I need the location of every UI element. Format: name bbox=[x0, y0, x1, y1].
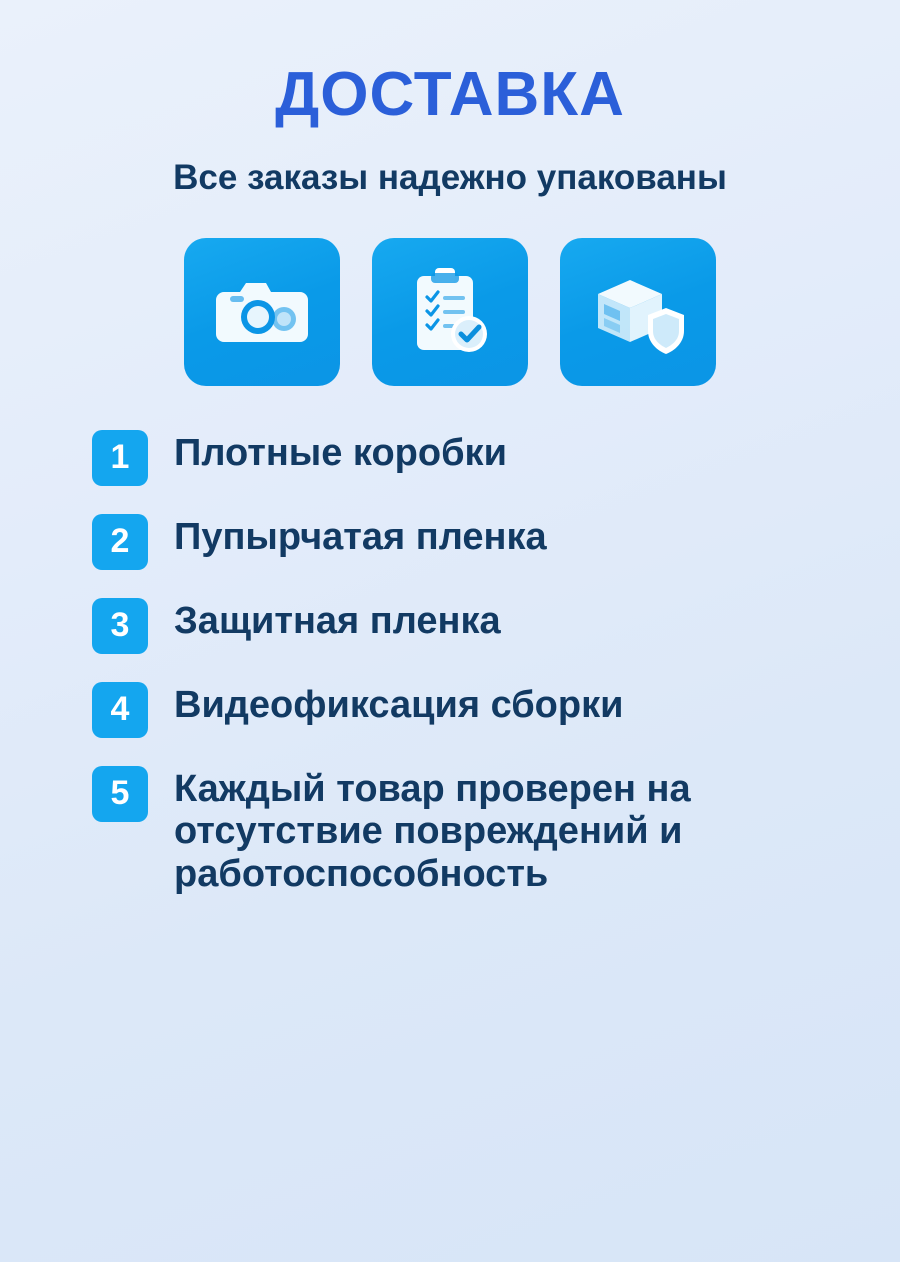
packaging-steps-list bbox=[0, 428, 900, 896]
icons-row bbox=[0, 238, 900, 386]
page-subtitle: Все заказы надежно упакованы bbox=[173, 158, 727, 198]
step-number-badge: 1 bbox=[92, 430, 148, 486]
package-shield-icon bbox=[588, 268, 688, 356]
step-label: Видеофиксация сборки bbox=[174, 683, 624, 726]
list-item bbox=[92, 428, 860, 486]
checklist-icon-tile bbox=[372, 238, 528, 386]
list-item bbox=[92, 512, 860, 570]
step-label: Защитная пленка bbox=[174, 599, 501, 642]
page-title: ДОСТАВКА bbox=[275, 60, 625, 129]
step-number-badge: 2 bbox=[92, 514, 148, 570]
list-item bbox=[92, 764, 860, 896]
step-number-badge: 4 bbox=[92, 682, 148, 738]
step-label: Пупырчатая пленка bbox=[174, 515, 547, 558]
delivery-infographic bbox=[0, 62, 900, 1262]
step-number-badge: 3 bbox=[92, 598, 148, 654]
list-item bbox=[92, 596, 860, 654]
step-number-badge: 5 bbox=[92, 766, 148, 822]
step-label: Каждый товар проверен на отсутствие повреждений и работоспособность bbox=[174, 767, 691, 895]
package-icon-tile bbox=[560, 238, 716, 386]
list-item bbox=[92, 680, 860, 738]
step-label: Плотные коробки bbox=[174, 431, 507, 474]
camera-icon bbox=[214, 272, 310, 352]
checklist-clipboard-icon bbox=[405, 264, 495, 360]
camera-icon-tile bbox=[184, 238, 340, 386]
